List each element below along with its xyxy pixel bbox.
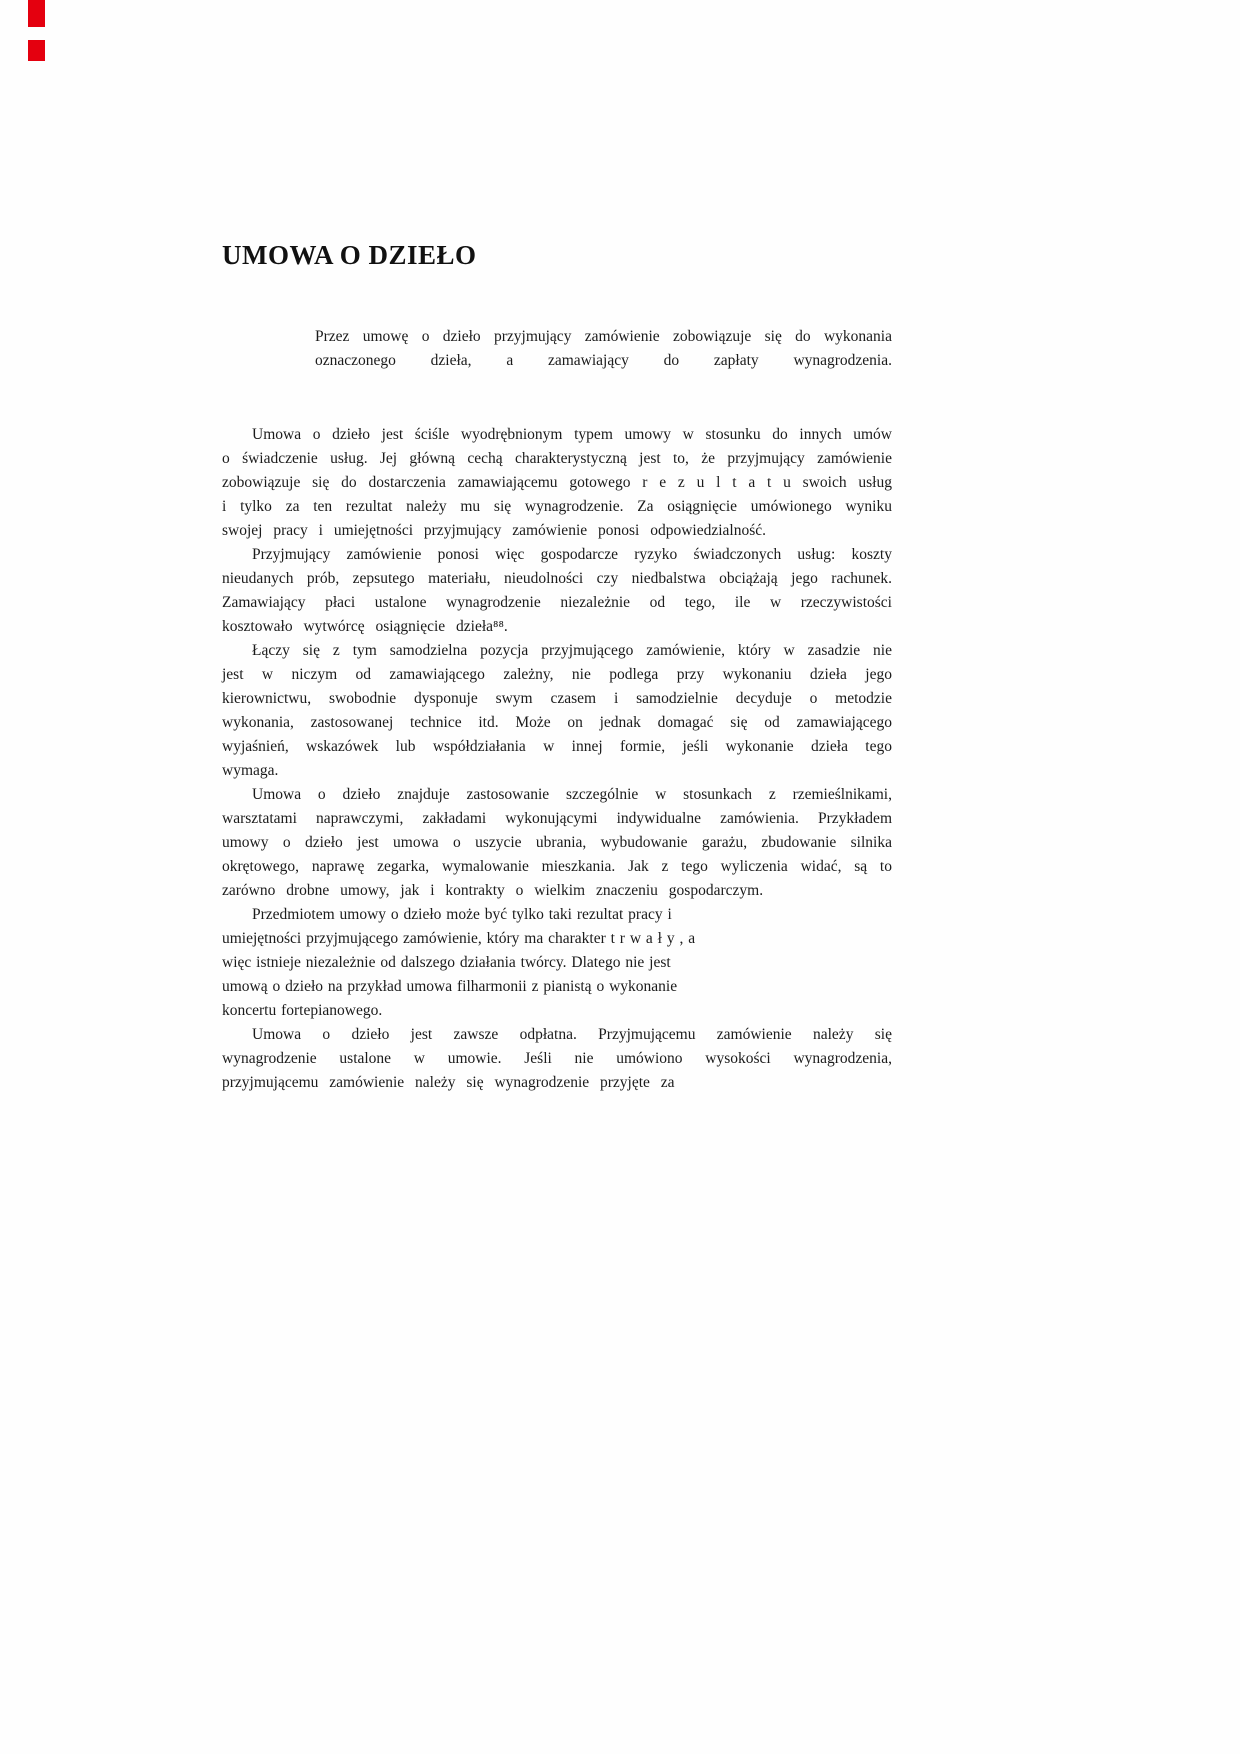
paragraph-5: Przedmiotem umowy o dzieło może być tylko taki rezultat pracy i umiejętności przyjmującego zamówienie, który ma charakter t r w a ł y , a więc istnieje niezależnie od dalszego działania twórcy. Dlatego nie jest umową o dzieło na przykład umowa filharmonii z pianistą o wykonanie koncertu fortepianowego. <box>222 906 696 1019</box>
paragraph-4: Umowa o dzieło znajduje zastosowanie szczególnie w stosunkach z rzemieślnikami, warsztatami naprawczymi, zakładami wykonującymi indywidualne zamówienia. Przykładem umowy o dzieło jest umowa o uszycie ubrania, wybudowanie garażu, zbudowanie silnika okrętowego, naprawę zegarka, wymalowanie mieszkania. Jak z tego wyliczenia widać, są to zarówno drobne umowy, jak i kontrakty o wielkim znaczeniu gospodarczym. <box>222 786 892 899</box>
document-title: UMOWA O DZIEŁO <box>222 240 477 270</box>
paragraph-6: Umowa o dzieło jest zawsze odpłatna. Przyjmującemu zamówienie należy się wynagrodzenie ustalone w umowie. Jeśli nie umówiono wysokości wynagrodzenia, przyjmującemu zamówienie należy się wynagrodzenie przyjęte za <box>222 1026 892 1091</box>
paragraph-1: Umowa o dzieło jest ściśle wyodrębnionym typem umowy w stosunku do innych umów o świadczenie usług. Jej główną cechą charakterystyczną jest to, że przyjmujący zamówienie zobowiązuje się do dostarczenia zamawiającemu gotowego r e z u l t a t u swoich usług i tylko za ten rezultat należy mu się wynagrodzenie. Za osiągnięcie umówionego wyniku swojej pracy i umiejętności przyjmujący zamówienie ponosi odpowiedzialność. <box>222 426 892 539</box>
lead-definition-block: Przez umowę o dzieło przyjmujący zamówienie zobowiązuje się do wykonania oznaczonego dzieła, a zamawiający do zapłaty wynagrodzenia. <box>315 328 892 369</box>
scan-artifact-red-mark-top <box>28 0 45 27</box>
document-content <box>222 240 892 1095</box>
paragraph-2: Przyjmujący zamówienie ponosi więc gospodarcze ryzyko świadczonych usług: koszty nieudanych prób, zepsutego materiału, nieudolności czy niedbalstwa obciążają jego rachunek. Zamawiający płaci ustalone wynagrodzenie niezależnie od tego, ile w rzeczywistości kosztowało wytwórcę osiągnięcie dzieła⁸⁸. <box>222 546 892 635</box>
paragraph-3: Łączy się z tym samodzielna pozycja przyjmującego zamówienie, który w zasadzie nie jest w niczym od zamawiającego zależny, nie podlega przy wykonaniu dzieła jego kierownictwu, swobodnie dysponuje swym czasem i samodzielnie decyduje o metodzie wykonania, zastosowanej technice itd. Może on jednak domagać się od zamawiającego wyjaśnień, wskazówek lub współdziałania w innej formie, jeśli wykonanie dzieła tego wymaga. <box>222 642 892 779</box>
scan-artifact-red-mark-bottom <box>28 40 45 61</box>
